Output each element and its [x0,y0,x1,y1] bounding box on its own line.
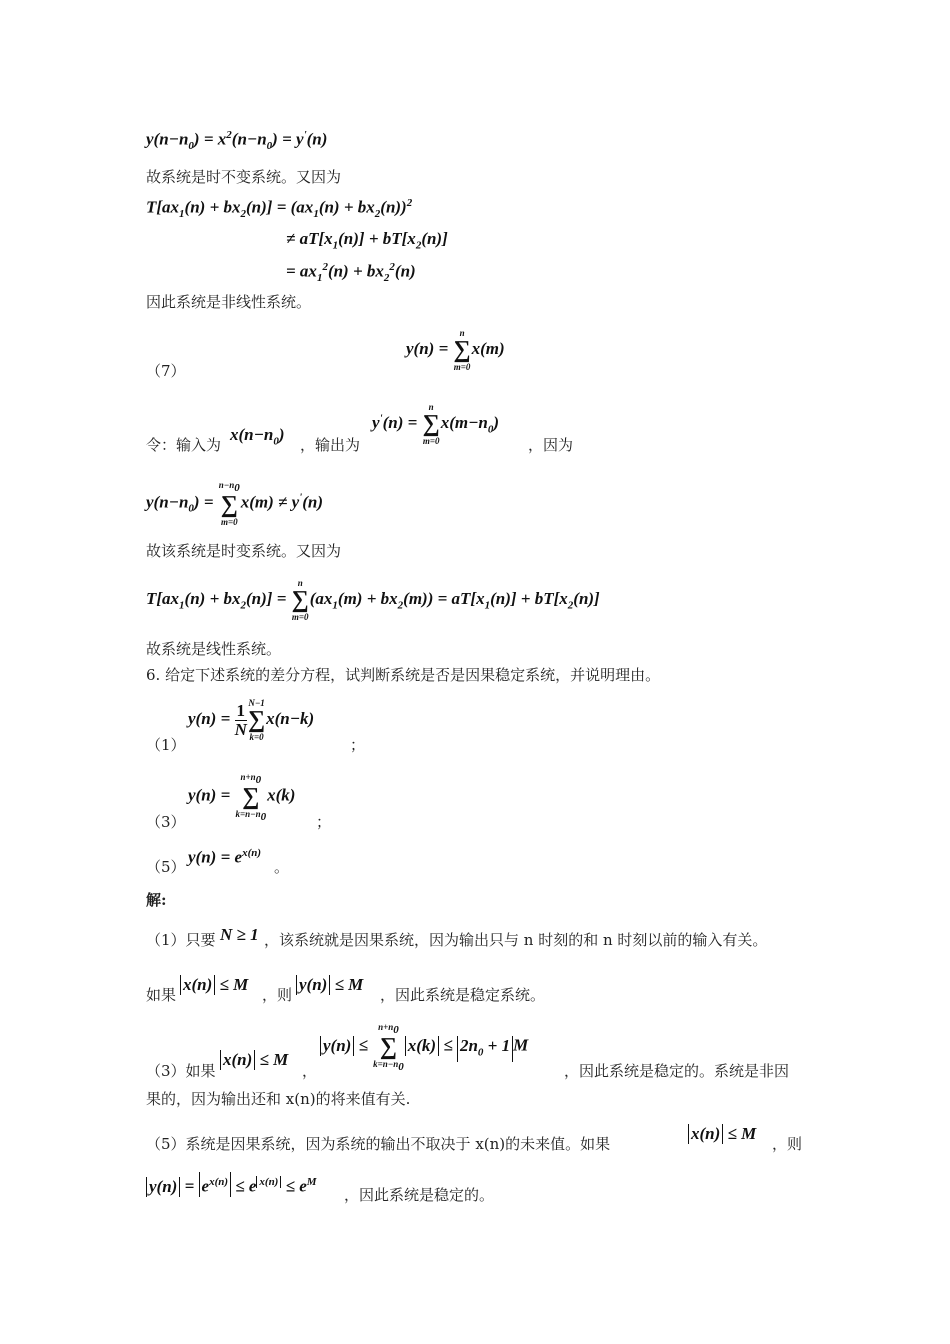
text-line: ，则 [772,1135,803,1153]
formula-bounded-output: y(n) ≤ M [296,975,363,995]
text-line: ，因此系统是稳定的。 [344,1186,495,1204]
text-line: （1）只要 [146,931,216,949]
formula-linearity: $T[ax_1(n) + bx_2(n)]$ = n ∑ m=0 $(ax_1(m) + bx_2(m)) = aT[x_1(n)] + bT[x_2(n)]$ [146,578,600,622]
formula-n-ge-1: N ≥ 1 [220,925,259,944]
formula-nonlinear-1: $T[ax_1(n) + bx_2(n)] = (ax_1(n) + bx_2(n))^2$ [146,197,413,221]
text-line: ， [302,1062,318,1080]
text-line: 因此系统是非线性系统。 [146,293,312,311]
punctuation: ； [350,736,366,754]
solution-heading: 解: [146,891,167,909]
item-number-7: （7） [146,362,186,380]
question-6: 6. 给定下述系统的差分方程，试判断系统是否是因果稳定系统，并说明理由。 [146,666,661,684]
formula-system-3: y(n) = $n+n_0$ ∑ $k=n-n_0$ x(k) [188,772,296,823]
text-line: ，输出为 [300,436,361,454]
text-line: ，因为 [528,436,574,454]
formula-bounded-input: x(n) ≤ M [180,975,248,995]
text-line: 故系统是线性系统。 [146,640,282,658]
item-number-1: （1） [146,736,186,754]
text-line: ，则 [262,986,293,1004]
formula-shifted-input: $x(n-n_0)$ [230,425,285,448]
formula-system-7: y(n) = n ∑ m=0 x(m) [406,328,505,372]
text-line: ，因此系统是稳定系统。 [380,986,546,1004]
text-line: （5）系统是因果系统，因为系统的输出不取决于 x(n)的未来值。如果 [146,1135,611,1153]
text-line: 果的，因为输出还和 x(n)的将来值有关. [146,1090,411,1108]
formula-system-1: y(n) = $\frac{1}{N}$ N−1 ∑ k=0 x(n−k) [188,698,315,742]
item-number-5: （5） [146,858,186,876]
text-line: 令：输入为 [146,436,222,454]
formula-nonlinear-2: ≠ $aT[x_1(n)] + bT[x_2(n)]$ [286,229,448,252]
text-line: 故该系统是时变系统。又因为 [146,542,342,560]
formula-nonlinear-3: = $ax_1^2(n) + bx_2^2(n)$ [286,261,416,285]
formula-shifted-output: y'(n) = n ∑ m=0 $x(m-n_0)$ [372,402,499,446]
text-line: （3）如果 [146,1062,216,1080]
formula-time-variance: $y(n-n_0)$ = $n-n_0$ ∑ m=0 x(m) ≠ y'(n) [146,480,324,527]
formula-bounded-input: x(n) ≤ M [220,1050,288,1070]
punctuation: 。 [274,858,290,876]
text-line: 故系统是时不变系统。又因为 [146,168,342,186]
formula-output-bound-5: $y(n) = e^{x(n)} \le e$ $^{x(n)} \le e^M$ [146,1172,317,1197]
formula-time-invariance: $y(n-n_0) = x^2(n-n_0) = y'(n)$ [146,129,328,153]
formula-bounded-input: x(n) ≤ M [688,1124,756,1144]
formula-system-5: $y(n) = e^{x(n)}$ [188,847,262,867]
item-number-3: （3） [146,813,186,831]
text-line: ，因此系统是稳定的。系统是非因 [564,1062,790,1080]
text-line: 如果 [146,986,177,1004]
punctuation: ； [316,813,332,831]
formula-output-bound-3: y(n) ≤ $n+n_0$ ∑ $k=n-n_0$ $x(k) \le 2n_0 + 1$ M [320,1022,528,1072]
text-line: ，该系统就是因果系统，因为输出只与 n 时刻的和 n 时刻以前的输入有关。 [264,931,768,949]
